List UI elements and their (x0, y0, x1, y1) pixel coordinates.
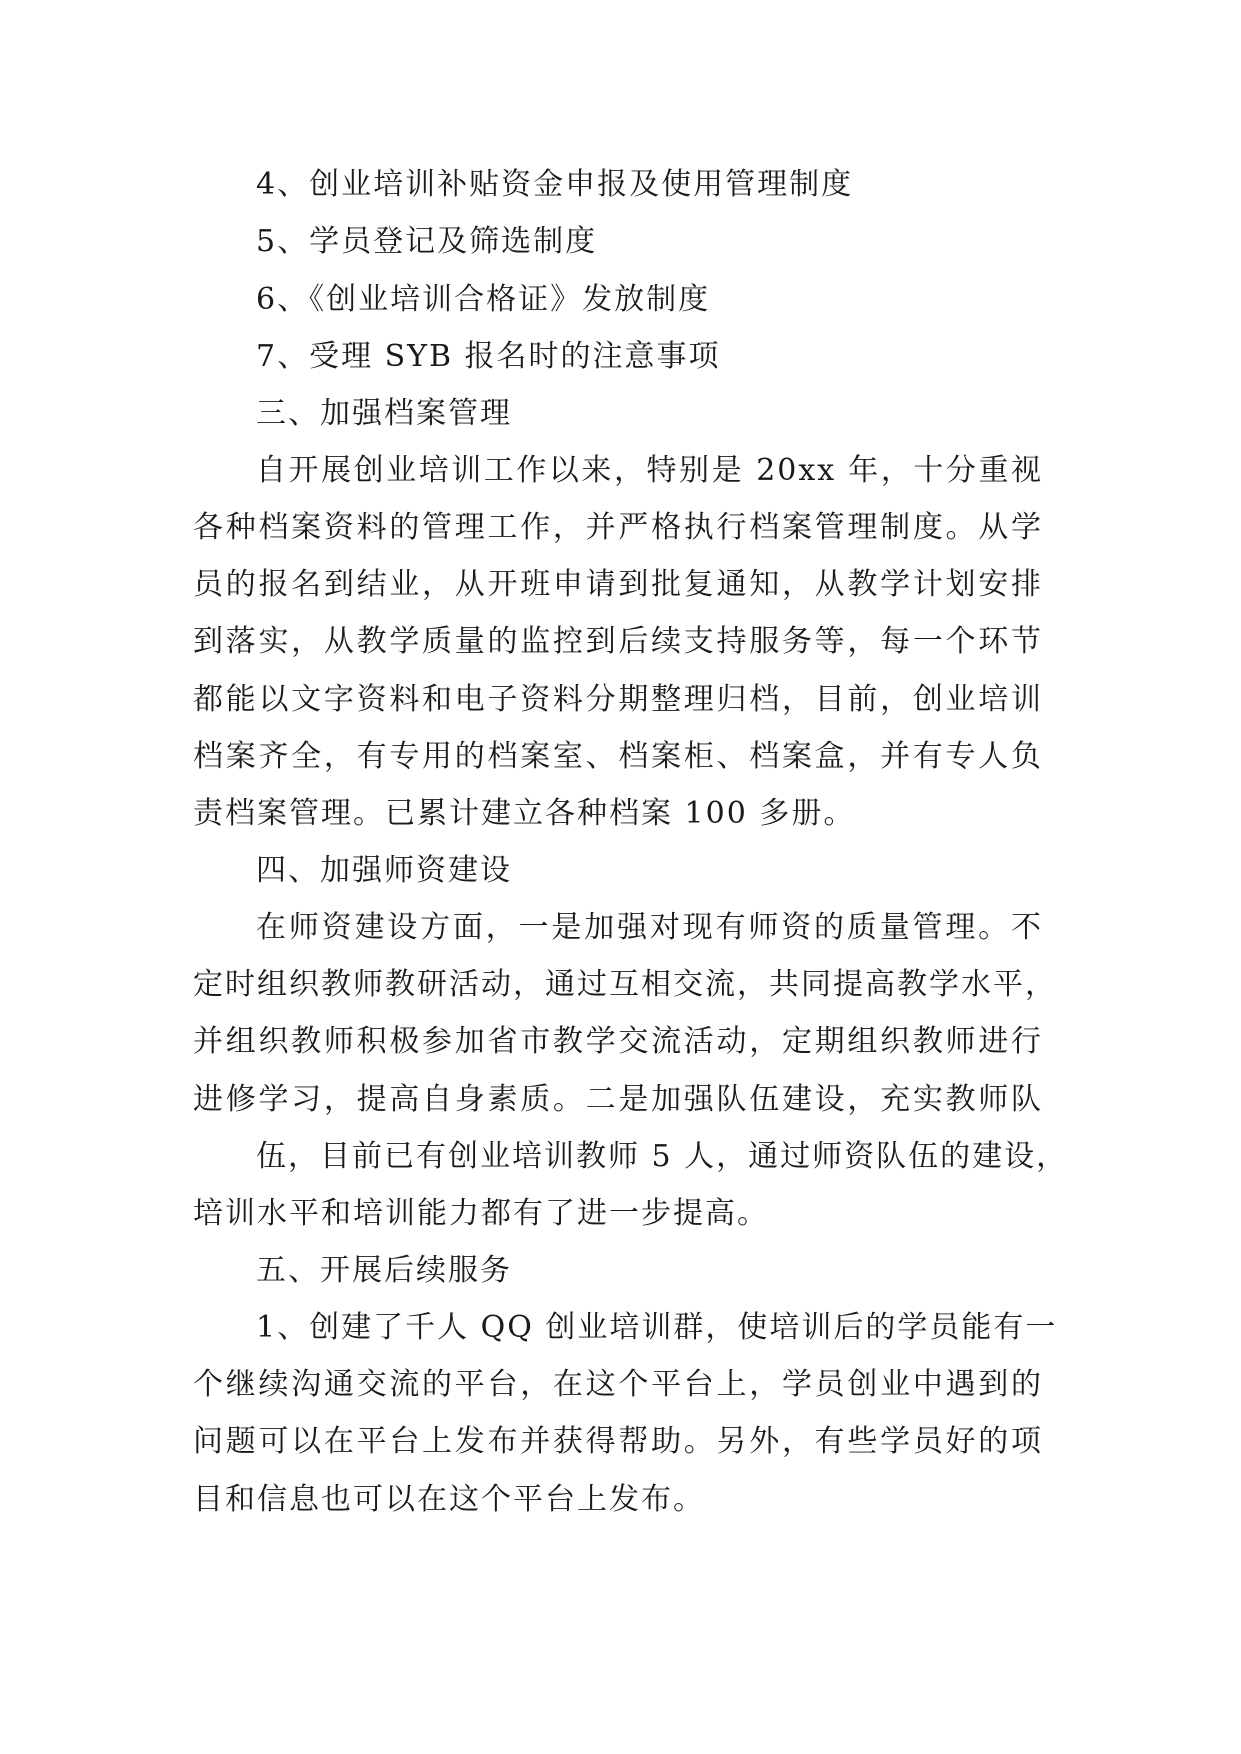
paragraph-line: 责档案管理。已累计建立各种档案 100 多册。 (193, 796, 856, 831)
paragraph-line: 在师资建设方面，一是加强对现有师资的质量管理。不 (256, 910, 1043, 945)
paragraph-line: 目和信息也可以在这个平台上发布。 (193, 1482, 705, 1517)
section-heading-5: 五、开展后续服务 (256, 1253, 512, 1288)
paragraph-line: 都能以文字资料和电子资料分期整理归档，目前，创业培训 (193, 682, 1043, 717)
paragraph-line: 1、创建了千人 QQ 创业培训群，使培训后的学员能有一 (256, 1310, 1058, 1345)
list-item-7: 7、受理 SYB 报名时的注意事项 (256, 339, 721, 374)
paragraph-line: 各种档案资料的管理工作，并严格执行档案管理制度。从学 (193, 510, 1043, 545)
paragraph-line: 并组织教师积极参加省市教学交流活动，定期组织教师进行 (193, 1024, 1043, 1059)
section-heading-4: 四、加强师资建设 (256, 853, 512, 888)
paragraph-line: 到落实，从教学质量的监控到后续支持服务等，每一个环节 (193, 624, 1043, 659)
list-item-5: 5、学员登记及筛选制度 (256, 224, 598, 259)
paragraph-line: 员的报名到结业，从开班申请到批复通知，从教学计划安排 (193, 567, 1043, 602)
paragraph-line: 伍，目前已有创业培训教师 5 人，通过师资队伍的建设， (256, 1139, 1069, 1174)
paragraph-line: 进修学习，提高自身素质。二是加强队伍建设，充实教师队 (193, 1082, 1043, 1117)
paragraph-line: 定时组织教师教研活动，通过互相交流，共同提高教学水平， (193, 967, 1057, 1002)
paragraph-line: 个继续沟通交流的平台，在这个平台上，学员创业中遇到的 (193, 1367, 1043, 1402)
list-item-4: 4、创业培训补贴资金申报及使用管理制度 (256, 167, 854, 202)
paragraph-line: 培训水平和培训能力都有了进一步提高。 (193, 1196, 769, 1231)
paragraph-line: 问题可以在平台上发布并获得帮助。另外，有些学员好的项 (193, 1424, 1043, 1459)
section-heading-3: 三、加强档案管理 (256, 396, 512, 431)
paragraph-line: 自开展创业培训工作以来，特别是 20xx 年，十分重视 (256, 453, 1043, 488)
list-item-6: 6、《创业培训合格证》发放制度 (256, 282, 711, 317)
paragraph-line: 档案齐全，有专用的档案室、档案柜、档案盒，并有专人负 (193, 739, 1043, 774)
